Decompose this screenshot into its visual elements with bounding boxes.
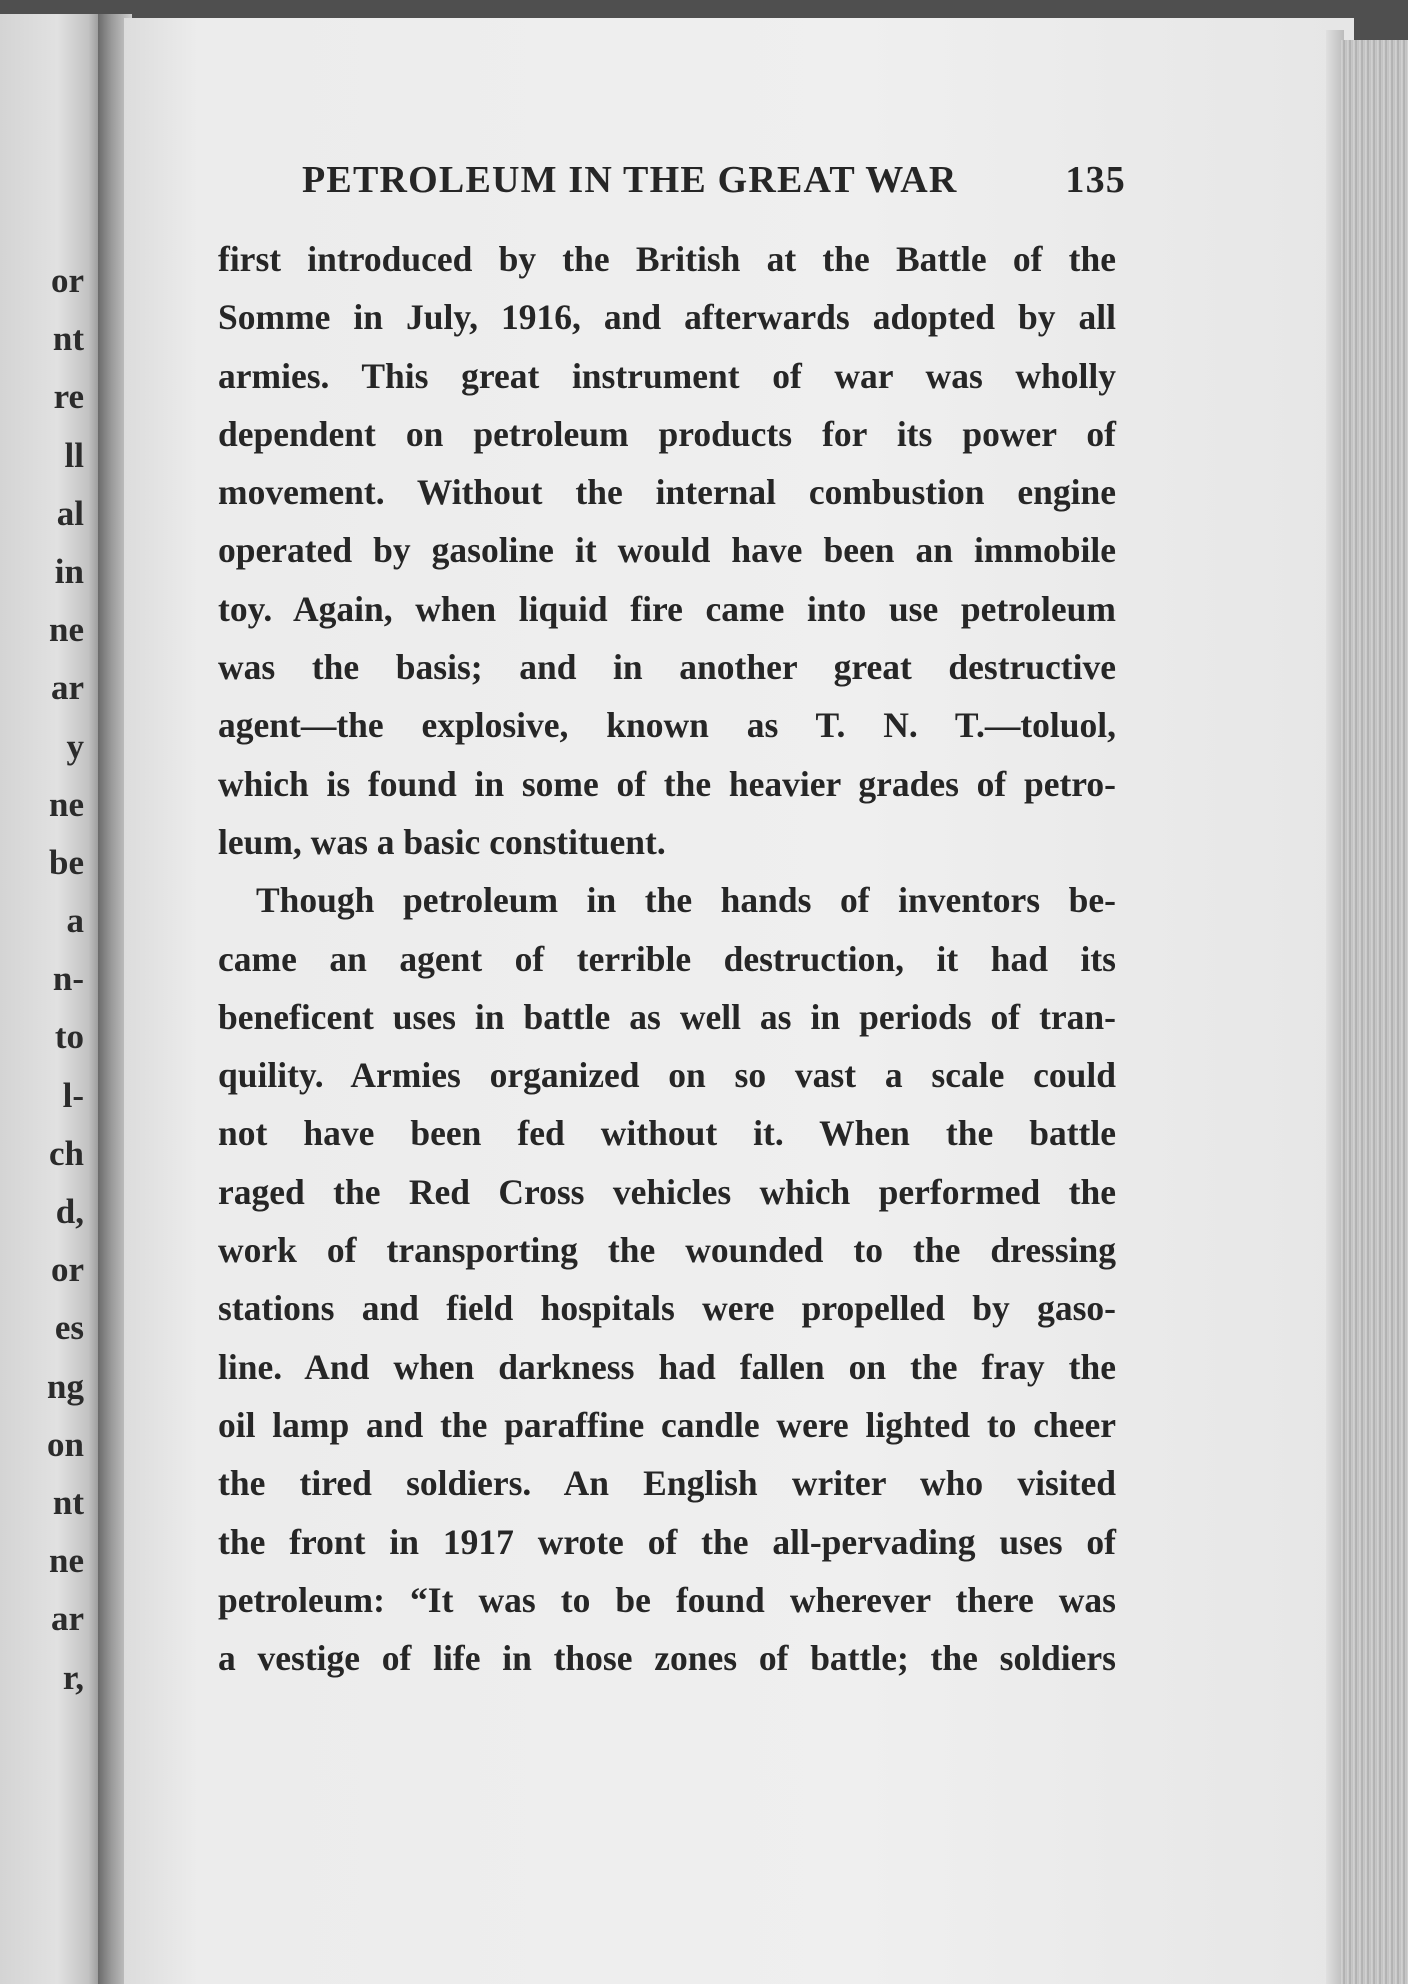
- fragment-line: a: [66, 901, 84, 941]
- fragment-line: to: [54, 1017, 84, 1057]
- text-line: toy. Again, when liquid fire came into use petroleum: [218, 588, 1116, 629]
- fragment-line: or: [50, 261, 84, 300]
- fragment-line: ll: [64, 435, 84, 475]
- text-line: movement. Without the internal combustion engine: [218, 472, 1116, 513]
- running-head-title: PETROLEUM IN THE GREAT WAR: [302, 159, 958, 201]
- text-line: came an agent of terrible destruction, it had its: [218, 938, 1116, 979]
- text-line: petroleum: “It was to be found wherever there was: [218, 1579, 1116, 1620]
- text-line: Though petroleum in the hands of inventors be-: [256, 880, 1116, 921]
- fragment-line: ne: [49, 784, 84, 824]
- running-head: [302, 158, 1126, 218]
- text-line: line. And when darkness had fallen on the fray the: [218, 1346, 1116, 1387]
- text-line: not have been fed without it. When the battle: [218, 1113, 1116, 1154]
- text-line: was the basis; and in another great destructive: [218, 647, 1116, 688]
- text-line: agent—the explosive, known as T. N. T.—toluol,: [218, 705, 1116, 746]
- text-line: the tired soldiers. An English writer who visited: [218, 1463, 1116, 1504]
- fragment-line: re: [53, 377, 84, 417]
- fragment-line: or: [50, 1250, 84, 1290]
- text-line: Somme in July, 1916, and afterwards adopted by all: [218, 297, 1116, 338]
- body-text: [218, 230, 1116, 1687]
- fragment-line: r,: [62, 1657, 84, 1697]
- text-line: stations and field hospitals were propelled by gaso-: [218, 1288, 1116, 1329]
- previous-page-edge: [0, 14, 104, 1984]
- page-stack-edges: [1340, 40, 1408, 1984]
- fragment-line: ne: [49, 1541, 84, 1581]
- fragment-line: ar: [50, 1599, 84, 1639]
- fragment-line: nt: [52, 1482, 84, 1522]
- fragment-line: nt: [52, 319, 84, 359]
- fragment-line: be: [49, 842, 84, 882]
- fragment-line: ch: [49, 1133, 84, 1173]
- text-line: work of transporting the wounded to the dressing: [218, 1230, 1116, 1271]
- text-line: leum, was a basic constituent.: [218, 821, 666, 862]
- fragment-line: ng: [47, 1366, 84, 1406]
- fragment-line: y: [66, 726, 84, 766]
- fragment-line: ne: [49, 610, 84, 650]
- text-line: quility. Armies organized on so vast a scale could: [218, 1055, 1116, 1096]
- text-line: which is found in some of the heavier grades of petro-: [218, 763, 1116, 804]
- text-line: dependent on petroleum products for its power of: [218, 413, 1116, 454]
- text-line: raged the Red Cross vehicles which performed the: [218, 1171, 1116, 1212]
- fragment-line: al: [56, 493, 84, 533]
- text-line: beneficent uses in battle as well as in periods of tran-: [218, 996, 1116, 1037]
- text-line: oil lamp and the paraffine candle were lighted to cheer: [218, 1404, 1116, 1445]
- text-line: armies. This great instrument of war was wholly: [218, 355, 1116, 396]
- fragment-line: ar: [50, 668, 84, 708]
- text-line: a vestige of life in those zones of battle; the soldiers: [218, 1638, 1116, 1679]
- fragment-line: es: [54, 1308, 84, 1348]
- page-number: 135: [1065, 159, 1126, 201]
- text-line: the front in 1917 wrote of the all-pervading uses of: [218, 1521, 1116, 1562]
- fragment-line: n-: [52, 959, 84, 999]
- text-line: first introduced by the British at the Battle of the: [218, 239, 1116, 279]
- fragment-line: in: [54, 551, 84, 591]
- fragment-line: l-: [62, 1075, 84, 1115]
- text-line: operated by gasoline it would have been an immobile: [218, 530, 1116, 571]
- fragment-line: on: [47, 1424, 84, 1464]
- fragment-line: d,: [55, 1192, 84, 1231]
- previous-page-line-endings: [47, 252, 84, 1707]
